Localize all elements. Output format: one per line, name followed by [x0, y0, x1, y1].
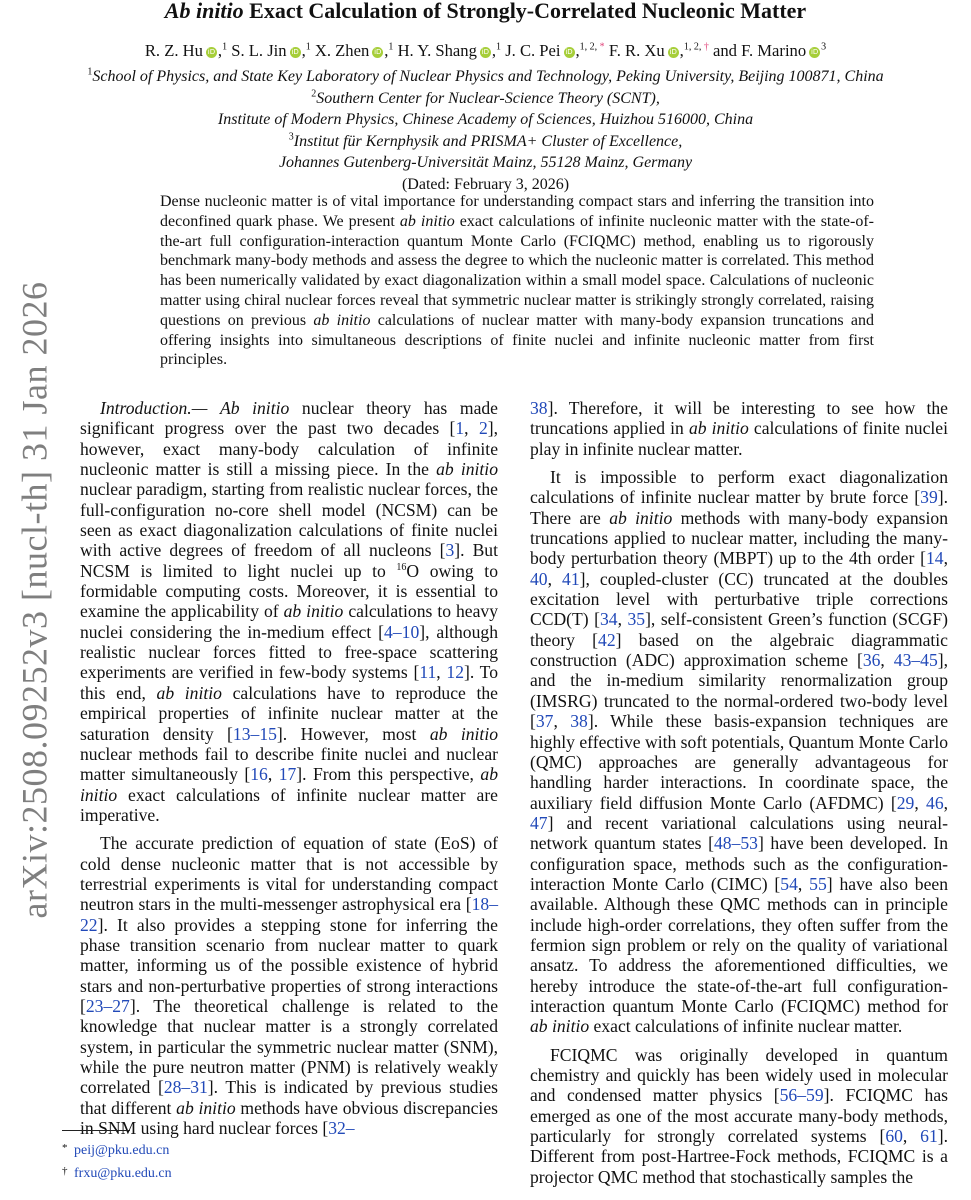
- citation-link[interactable]: 34: [600, 609, 618, 630]
- citation-link[interactable]: 14: [926, 548, 944, 569]
- citation-link[interactable]: 60: [885, 1126, 903, 1147]
- dated-line: (Dated: February 3, 2026): [401, 175, 570, 193]
- orcid-icon[interactable]: iD: [669, 48, 677, 56]
- author: R. Z. Hu iD ,$^1$: [144, 41, 228, 60]
- paper-title: [0, 0, 971, 25]
- citation-link[interactable]: 42: [598, 629, 616, 650]
- orcid-icon[interactable]: iD: [481, 48, 490, 56]
- orcid-icon[interactable]: iD: [291, 48, 299, 56]
- citation-link[interactable]: 37: [535, 711, 554, 732]
- citation-link[interactable]: 2: [478, 418, 488, 439]
- citation-link[interactable]: 32–: [328, 1118, 355, 1139]
- title-rest: Exact Calculation of Strongly-Correlated Nucleonic Matter: [243, 0, 807, 23]
- arxiv-side-stamp: [6, 281, 62, 919]
- footnote-link[interactable]: †: [703, 41, 709, 53]
- abstract: Dense nucleonic matter is of vital importance for understanding compact stars and inferring the transition into deconfined quark phase. We present ab initio exact calculations of infinite nucleonic matter with the state-of-the-art full configuration-interaction quantum Monte Carlo (FCIQMC) method, enabling us to rigorously benchmark many-body methods and assess the degree to which the nucleonic matter is correlated. This method has been numerically validated by exact diagonalization within a small model space. Calculations of nucleonic matter using chiral nuclear forces reveal that symmetric nuclear matter is strikingly strongly correlated, raising questions on previous ab initio calculations of nuclear matter with many-body expansion truncations and offering insights into simultaneous descriptions of finite nuclei and infinite nucleonic matter from first principles.: [160, 193, 875, 369]
- citation-link[interactable]: 40: [530, 568, 548, 589]
- footnote-item: † frxu@pku.edu.cn: [62, 1165, 172, 1181]
- citation-link[interactable]: 18–22: [80, 894, 498, 935]
- email-link[interactable]: peij@pku.edu.cn: [74, 1143, 170, 1158]
- orcid-icon[interactable]: iD: [810, 48, 819, 56]
- footnote-link[interactable]: *: [599, 41, 605, 53]
- citation-link[interactable]: 16: [250, 764, 268, 785]
- citation-link[interactable]: 3: [445, 540, 455, 561]
- citation-link[interactable]: 39: [920, 487, 938, 508]
- author: F. R. Xu iD ,$^{1, 2, \dagger}$: [608, 41, 709, 60]
- affiliation-line: $^3$Institut für Kernphysik and PRISMA+ Cluster of Excellence,: [288, 131, 683, 150]
- citation-link[interactable]: 36: [862, 650, 881, 671]
- author: J. C. Pei iD ,$^{1, 2, *}$: [505, 41, 605, 60]
- affiliations: [0, 66, 971, 196]
- citation-link[interactable]: 47: [530, 812, 548, 833]
- paragraph-methods: It is impossible to perform exact diagonalization calculations of infinite nuclear matter by brute force [39]. There are ab initio methods with many-body expansion truncations applied to nuclear matter, including the many-body perturbation theory (MBPT) up to the 4th order [14, 40, 41], coupled-cluster (CC) truncated at the doubles excitation level with perturbative triple corrections CCD(T) [34, 35], self-consistent Green’s function (SCGF) theory [42] based on the algebraic diagrammatic construction (ADC) approximation scheme [36, 43–45], and the in-medium similarity renormalization group (IMSRG) truncated to the normal-ordered two-body level [37, 38]. While these basis-expansion techniques are highly effective with soft potentials, Quantum Monte Carlo (QMC) approaches are generally advantageous for handling harder interactions. In coordinate space, the auxiliary field diffusion Monte Carlo (AFDMC) [29, 46, 47] and recent variational calculations using neural-network quantum states [48–53] have been developed. In configuration space, methods such as the configuration-interaction Monte Carlo (CIMC) [54, 55] have also been available. Although these QMC methods can in principle include high-order correlations, they often suffer from the fermion sign problem or rely on the quality of variational ansatz. To address the aforementioned difficulties, we hereby introduce the state-of-the-art full configuration-interaction quantum Monte Carlo (FCIQMC) method for ab initio exact calculations of infinite nuclear matter.: [530, 467, 949, 1037]
- right-column: [530, 398, 948, 1195]
- citation-link[interactable]: 38: [530, 398, 548, 418]
- citation-link[interactable]: 55: [809, 873, 827, 894]
- affiliation-line: Institute of Modern Physics, Chinese Academy of Sciences, Huizhou 516000, China: [217, 111, 754, 129]
- author: S. L. Jin iD ,$^1$: [231, 41, 311, 60]
- citation-link[interactable]: 29: [896, 792, 915, 813]
- arxiv-identifier[interactable]: arXiv:2508.09252v3 [nucl-th] 31 Jan 2026: [14, 281, 54, 919]
- citation-link[interactable]: 48–53: [713, 833, 758, 854]
- citation-link[interactable]: 12: [446, 662, 464, 683]
- citation-link[interactable]: 17: [278, 764, 297, 785]
- orcid-icon[interactable]: iD: [207, 48, 216, 56]
- author-list: [0, 40, 971, 62]
- citation-link[interactable]: 38: [570, 711, 588, 732]
- citation-link[interactable]: 35: [627, 609, 646, 630]
- authors-and: and: [712, 41, 737, 60]
- orcid-icon[interactable]: iD: [565, 48, 573, 56]
- citation-link[interactable]: 61: [920, 1126, 938, 1147]
- author: X. Zhen iD ,$^1$: [314, 41, 394, 60]
- citation-link[interactable]: 56–59: [779, 1085, 824, 1106]
- affiliation-line: $^2$Southern Center for Nuclear-Science Theory (SCNT),: [311, 88, 660, 107]
- citation-link[interactable]: 41: [562, 568, 580, 589]
- citation-link[interactable]: 28–31: [163, 1077, 208, 1098]
- paragraph-fciqmc: FCIQMC was originally developed in quantum chemistry and quickly has been widely used in molecular and condensed matter physics [56–59]. FCIQMC has emerged as one of the most accurate many-body methods, particularly for strongly correlated systems [60, 61]. Different from post-Hartree-Fock methods, FCIQMC is a projector QMC method that stochastically samples the: [530, 1044, 949, 1187]
- citation-link[interactable]: 11: [419, 662, 437, 683]
- orcid-icon[interactable]: iD: [374, 48, 382, 56]
- citation-link[interactable]: 43–45: [893, 650, 938, 671]
- citation-link[interactable]: 54: [780, 873, 798, 894]
- paragraph-eos: The accurate prediction of equation of state (EoS) of cold dense nucleonic matter that is not accessible by terrestrial experiments is vital for understanding compact neutron stars in the multi-messenger astrophysical era [18–22]. It also provides a stepping stone for inferring the phase transition scenario from nuclear matter to quark matter, informing us of the possible existence of hybrid stars and non-perturbative properties of strong interactions [23–27]. The theoretical challenge is related to the knowledge that nuclear matter is a strongly correlated system, in particular the symmetric nuclear matter (SNM), while the pure neutron matter (PNM) is relatively weakly correlated [28–31]. This is indicated by previous studies that different ab initio methods have obvious discrepancies in SNM using hard nuclear forces [32–: [80, 833, 498, 1139]
- footnotes: [62, 1138, 462, 1184]
- left-column: [80, 398, 498, 1146]
- author: H. Y. Shang iD ,$^1$: [397, 41, 502, 60]
- email-link[interactable]: frxu@pku.edu.cn: [74, 1166, 172, 1181]
- footnote-item: * peij@pku.edu.cn: [62, 1142, 170, 1158]
- affiliation-line: Johannes Gutenberg-Universität Mainz, 55128 Mainz, Germany: [278, 154, 693, 172]
- author: F. Marino iD $^3$: [741, 41, 827, 60]
- affiliation-line: $^1$School of Physics, and State Key Laboratory of Nuclear Physics and Technology, Peking University, Beijing 100871, China: [87, 66, 884, 85]
- citation-link[interactable]: 23–27: [85, 995, 130, 1016]
- citation-link[interactable]: 4–10: [384, 621, 420, 642]
- paragraph-introduction: Introduction.— Ab initio nuclear theory has made significant progress over the past two decades [1, 2], however, exact many-body calculation of infinite nucleonic matter is still a missing piece. In the ab initio nuclear paradigm, starting from realistic nuclear forces, the full-configuration no-core shell model (NCSM) can be seen as exact diagonalization calculations of finite nuclei with active degrees of freedom of all nucleons [3]. But NCSM is limited to light nuclei up to $^{16}$O owing to formidable computing costs. Moreover, it is essential to examine the applicability of ab initio calculations to heavy nuclei considering the in-medium effect [4–10], although realistic nuclear forces fitted to free-space scattering experiments are verified in few-body systems [11, 12]. To this end, ab initio calculations have to reproduce the empirical properties of infinite nuclear matter at the saturation density [13–15]. However, most ab initio nuclear methods fail to describe finite nuclei and nuclear matter simultaneously [16, 17]. From this perspective, ab initio exact calculations of infinite nuclear matter are imperative.: [80, 398, 499, 825]
- paragraph-continued: 38]. Therefore, it will be interesting to see how the truncations applied in ab initio calculations of finite nuclei play in infinite nuclear matter.: [530, 398, 948, 459]
- title-italic: Ab initio: [164, 0, 244, 23]
- citation-link[interactable]: 13–15: [232, 723, 277, 744]
- citation-link[interactable]: 46: [926, 792, 944, 813]
- citation-link[interactable]: 1: [455, 418, 465, 439]
- footnote-rule: [62, 1130, 130, 1131]
